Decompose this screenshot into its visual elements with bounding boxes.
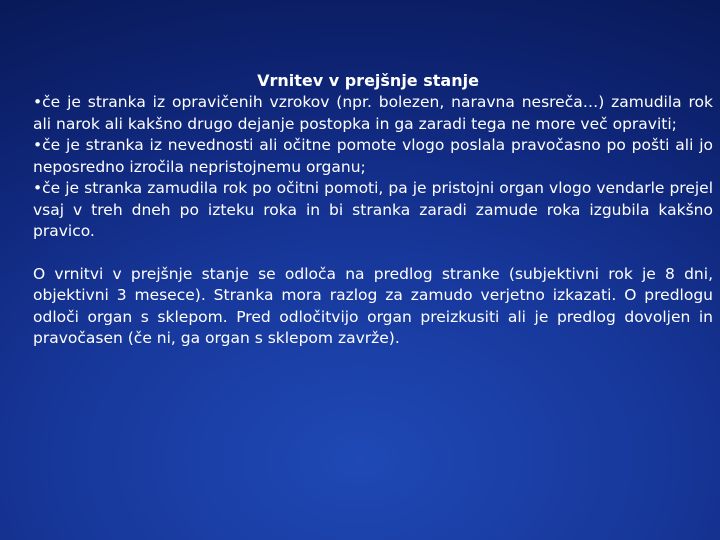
bullet-text-1: če je stranka iz opravičenih vzrokov (npr. bolezen, naravna nesreča…) zamudila rok ali narok ali kakšno drugo dejanje postopka in ga zaradi tega ne more več opraviti; <box>33 93 713 133</box>
bullet-item-1 <box>33 92 713 135</box>
bullet-item-2 <box>33 135 713 178</box>
bullet-icon: • <box>33 93 43 111</box>
bullet-icon: • <box>33 136 43 154</box>
bullet-text-2: če je stranka iz nevednosti ali očitne pomote vlogo poslala pravočasno po pošti ali jo neposredno izročila nepristojnemu organu; <box>33 136 713 176</box>
slide-content <box>33 70 713 350</box>
bullet-text-3: če je stranka zamudila rok po očitni pomoti, pa je pristojni organ vlogo vendarle prejel vsaj v treh dneh po izteku roka in bi stranka zaradi zamude roka izgubila kakšno pravico. <box>33 179 713 240</box>
slide-title: Vrnitev v prejšnje stanje <box>257 71 479 90</box>
spacer <box>33 243 713 264</box>
bullet-item-3 <box>33 178 713 243</box>
bullet-icon: • <box>33 179 43 197</box>
body-paragraph: O vrnitvi v prejšnje stanje se odloča na predlog stranke (subjektivni rok je 8 dni, objektivni 3 mesece). Stranka mora razlog za zamudo verjetno izkazati. O predlogu odloči organ s sklepom. Pred odločitvijo organ preizkusiti ali je predlog dovoljen in pravočasen (če ni, ga organ s sklepom zavrže). <box>33 264 713 347</box>
